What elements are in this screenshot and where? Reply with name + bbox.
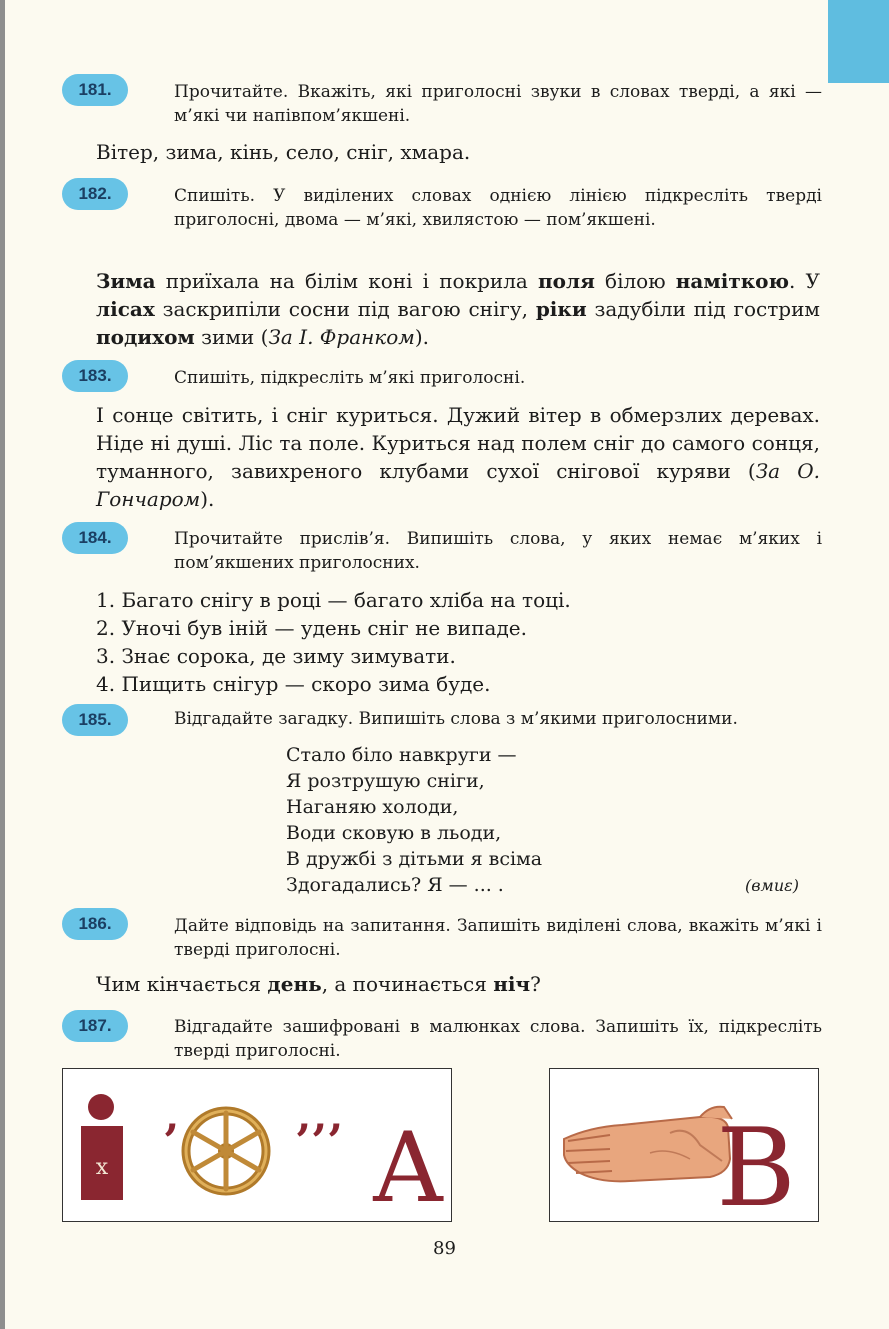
proverb-item: 2. Уночі був іній — удень сніг не випаде.	[96, 616, 527, 640]
proverb-item: 1. Багато снігу в році — багато хліба на тоці.	[96, 588, 571, 612]
poem-line: Я розтрушую сніги,	[286, 770, 485, 792]
text-run: . У	[789, 269, 821, 293]
bold-word: ріки	[535, 297, 587, 321]
text-run: білою	[594, 269, 676, 293]
poem-line: Води сковую в льоди,	[286, 822, 502, 844]
poem-line: Наганяю холоди,	[286, 796, 459, 818]
proverb-item: 4. Пищить снігур — скоро зима буде.	[96, 672, 491, 696]
triple-apostrophes: ’’’	[295, 1114, 344, 1168]
bold-word: подихом	[96, 325, 195, 349]
bold-word: наміткою	[675, 269, 790, 293]
page-edge	[0, 0, 5, 1329]
poem-line: Стало біло навкруги —	[286, 744, 517, 766]
apostrophe-mark: ’	[163, 1114, 180, 1168]
text-run: , а починається	[321, 972, 494, 996]
source-citation: За О. Гончаром	[96, 459, 821, 511]
exercise-183-number: 183.	[62, 360, 128, 392]
poem-line: Здогадались? Я — ... .	[286, 874, 504, 896]
rebus-picture-1	[62, 1068, 452, 1222]
proverbs-list	[96, 586, 571, 698]
hand-icon	[564, 1107, 732, 1182]
riddle-poem	[286, 742, 542, 898]
exercise-186-task: Дайте відповідь на запитання. Запишіть виділені слова, вкажіть м’які і тверді приголосні.	[174, 916, 822, 960]
exercise-185-task: Відгадайте загадку. Випишіть слова з м’якими приголосними.	[174, 709, 738, 729]
exercise-186-number: 186.	[62, 908, 128, 940]
rebus-1-drawing	[63, 1069, 451, 1221]
exercise-181-task: Прочитайте. Вкажіть, які приголосні звуки в словах тверді, а які — м’які чи напівпом’якшені.	[174, 82, 822, 126]
letter-a: А	[371, 1112, 445, 1221]
text-run: приїхала на білім коні і покрила	[155, 269, 539, 293]
exercise-187-task: Відгадайте зашифровані в малюнках слова. Запишіть їх, підкресліть тверді приголосні.	[174, 1017, 822, 1061]
exercise-186-question	[96, 970, 820, 998]
page-number: 89	[433, 1238, 456, 1259]
text-run: заскрипіли сосни під вагою снігу,	[154, 297, 536, 321]
text-run: задубіли під гострим	[586, 297, 820, 321]
bold-word: лісах	[96, 297, 155, 321]
poem-line: В дружбі з дітьми я всіма	[286, 848, 543, 870]
corner-tab	[828, 0, 889, 83]
exercise-187-number: 187.	[62, 1010, 128, 1042]
text-run: ).	[200, 487, 215, 511]
bold-word: день	[267, 972, 322, 996]
exercise-182-task: Спишіть. У виділених словах однією лінією підкресліть тверді приголосні, двома — м’які, хвилястою — пом’якшені.	[174, 186, 822, 230]
text-run: зими (	[194, 325, 269, 349]
bold-word: поля	[538, 269, 595, 293]
exercise-184-task: Прочитайте прислів’я. Випишіть слова, у яких немає м’яких і пом’якшених приголосних.	[174, 529, 822, 573]
exercise-182-number: 182.	[62, 178, 128, 210]
text-run: ).	[414, 325, 430, 349]
exercise-181-number: 181.	[62, 74, 128, 106]
bold-word: Зима	[96, 269, 156, 293]
text-run: ?	[530, 972, 541, 996]
exercise-183-task: Спишіть, підкресліть м’які приголосні.	[174, 368, 526, 388]
rebus-2-drawing	[550, 1069, 818, 1221]
letter-v: В	[716, 1106, 796, 1221]
wheel-icon	[186, 1111, 266, 1191]
rebus-picture-2	[549, 1068, 819, 1222]
riddle-answer: (вмиε)	[745, 876, 799, 895]
text-run: І сонце світить, і сніг куриться. Дужий вітер в обмерзлих деревах. Ніде ні душі. Ліс та поле. Куриться над полем сніг до самого сонця, туманного, завихреного клубами сухої снігової куряви (	[96, 403, 820, 483]
exercise-181-text: Вітер, зима, кінь, село, сніг, хмара.	[96, 140, 471, 164]
source-citation: За І. Франком	[268, 325, 415, 349]
exercise-182-text	[96, 267, 820, 351]
exercise-183-text	[96, 401, 820, 513]
bold-word: ніч	[493, 972, 531, 996]
exercise-184-number: 184.	[62, 522, 128, 554]
exercise-185-number: 185.	[62, 704, 128, 736]
letter-i-dot	[88, 1094, 114, 1120]
small-letter-x: х	[95, 1155, 109, 1180]
text-run: Чим кінчається	[96, 972, 268, 996]
proverb-item: 3. Знає сорока, де зиму зимувати.	[96, 644, 456, 668]
